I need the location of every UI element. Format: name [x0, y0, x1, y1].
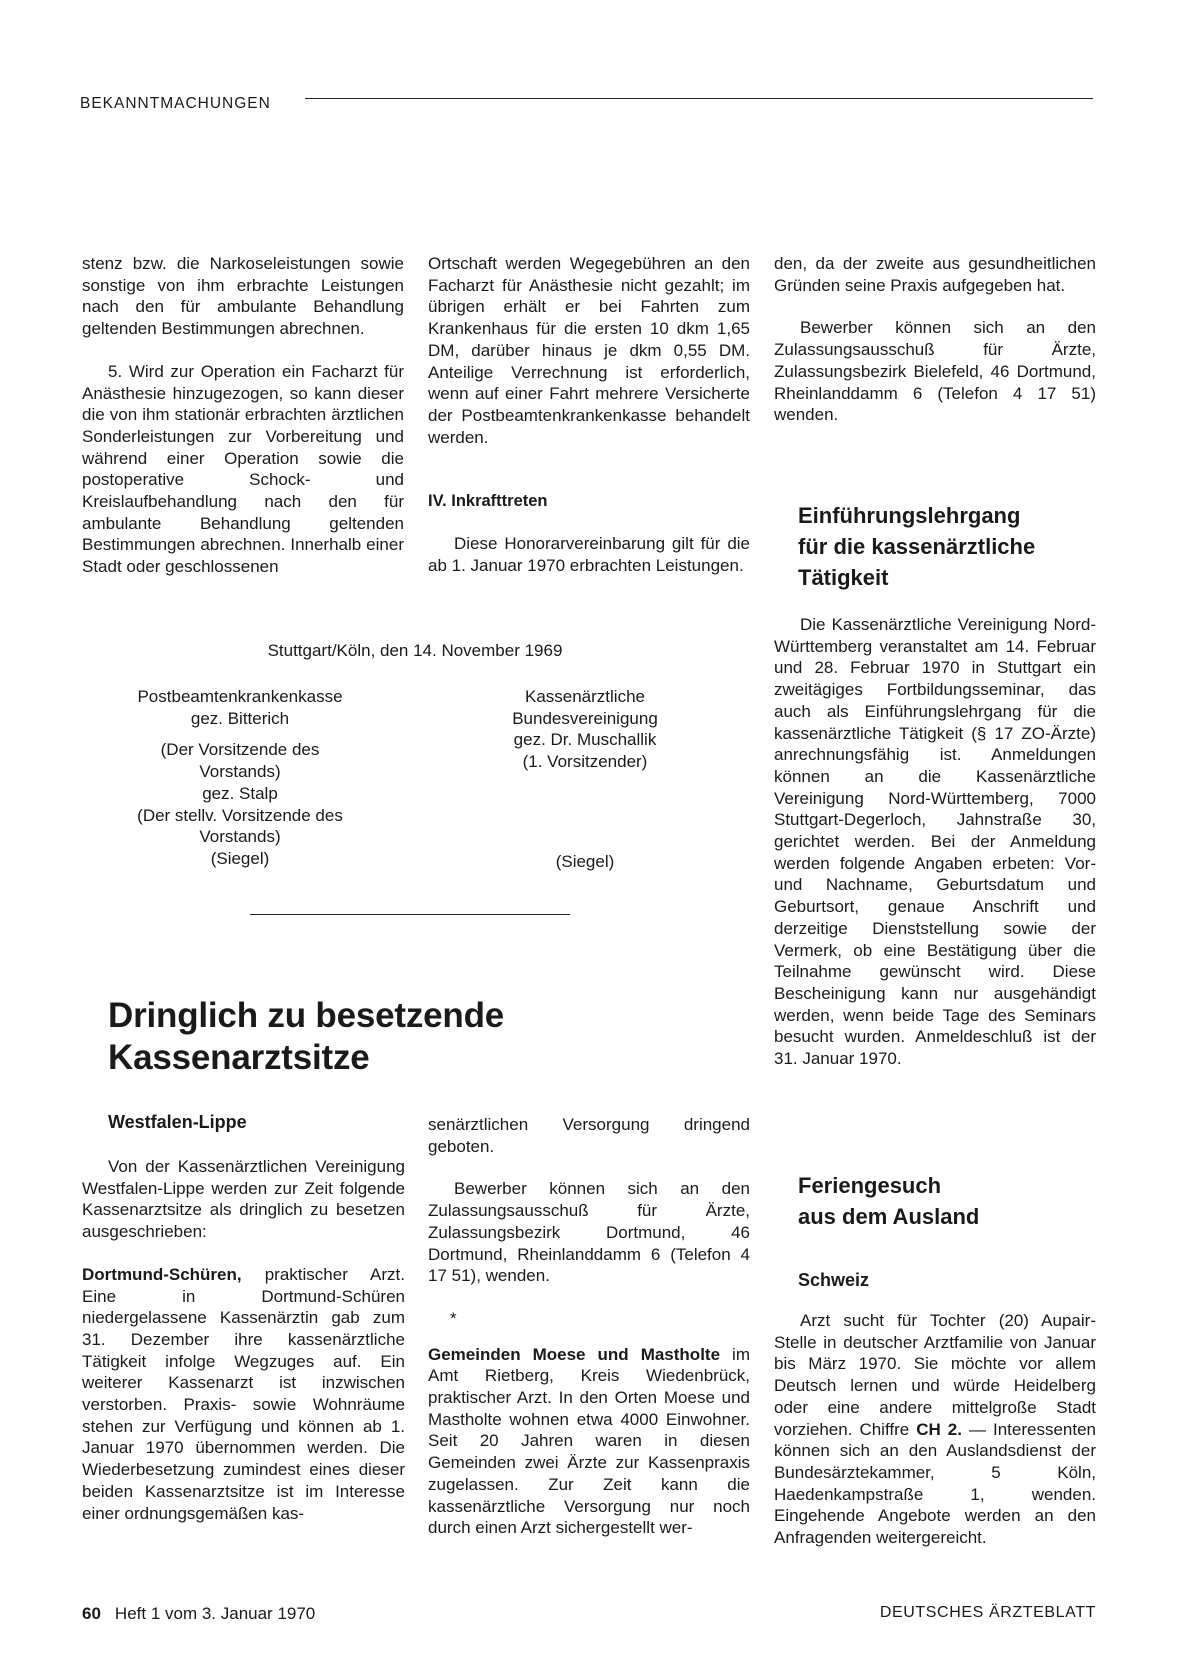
column-3-middle: [774, 614, 1096, 1070]
signature-right: Kassenärztliche Bundesvereinigung gez. Dr. Muschallik (1. Vorsitzender): [512, 687, 658, 772]
column-1-upper: [82, 253, 404, 578]
section-divider: [250, 914, 570, 915]
header-rule: [305, 98, 1093, 99]
paragraph: stenz bzw. die Narkoseleistungen sowie sonstige von ihm erbrachte Leistungen nach den für ambulante Behandlung geltenden Bestimmungen abrechnen.: [82, 254, 404, 339]
paragraph: Bewerber können sich an den Zulassungsausschuß für Ärzte, Zulassungsbezirk Dortmund, 46 Dortmund, Rheinlanddamm 6 (Telefon 4 17 51), wenden.: [428, 1179, 750, 1286]
main-title: Dringlich zu besetzende Kassenarztsitze: [108, 996, 505, 1077]
section-title-einfuehrungslehrgang: Einführungslehrgang für die kassenärztliche Tätigkeit: [798, 503, 1036, 590]
signature-left: Postbeamtenkrankenkasse gez. Bitterich (Der Vorsitzende des Vorstands) gez. Stalp (Der stellv. Vorsitzende des Vorstands) (Siegel): [137, 687, 343, 868]
asterisk-separator: *: [450, 1308, 457, 1328]
column-3-upper: [774, 253, 1096, 426]
paragraph: Von der Kassenärztlichen Vereinigung Westfalen-Lippe werden zur Zeit folgende Kassenarztsitze als dringlich zu besetzen ausgeschrieben:: [82, 1157, 405, 1242]
signature-date-line: Stuttgart/Köln, den 14. November 1969: [267, 641, 563, 660]
section-heading-inkrafttreten: IV. Inkrafttreten: [428, 492, 548, 511]
subheading-schweiz: Schweiz: [798, 1270, 870, 1290]
paragraph: Die Kassenärztliche Vereinigung Nord-Württemberg veranstaltet am 14. Februar und 28. Februar 1970 in Stuttgart ein zweitägiges Fortbildungsseminar, das auch als Einführungslehrgang für die kassenärztliche Tätigkeit (§ 17 ZO-Ärzte) anrechnungsfähig ist. Anmeldungen können an die Kassenärztliche Vereinigung Nord-Württemberg, 7000 Stuttgart-Degerloch, Jahnstraße 30, gerichtet werden. Bei der Anmeldung werden folgende Angaben erbeten: Vor- und Nachname, Geburtsdatum und Geburtsort, genaue Anschrift und derzeitige Dienststellung sowie der Vermerk, ob eine Bestätigung über die Teilnahme gewünscht wird. Diese Bescheinigung kann nur ausgehändigt werden, wenn beide Tage des Seminars besucht wurden. Anmeldeschluß ist der 31. Januar 1970.: [774, 615, 1096, 1069]
entry-dortmund-schueren: Dortmund-Schüren, praktischer Arzt. Eine in Dortmund-Schüren niedergelassene Kassenärztin gab zum 31. Dezember ihre kassenärztliche Tätigkeit infolge Wegzuges auf. Ein weiterer Kassenarzt ist inzwischen verstorben. Praxis- sowie Wohnräume stehen zur Verfügung und können ab 1. Januar 1970 übernommen werden. Die Wiederbesetzung zumindest eines dieser beiden Kassenarztsitze ist im Interesse einer ordnungsgemäßen kas-: [82, 1264, 405, 1523]
column-1-lower: [82, 1156, 405, 1524]
paragraph: Bewerber können sich an den Zulassungsausschuß für Ärzte, Zulassungsbezirk Bielefeld, 46 Dortmund, Rheinlanddamm 6 (Telefon 4 17 51) wenden.: [774, 318, 1096, 425]
page-number: 60: [82, 1604, 101, 1623]
paragraph: Ortschaft werden Wegegebühren an den Facharzt für Anästhesie nicht gezahlt; im übrigen erhält er bei Fahrten zum Krankenhaus für die ersten 10 dkm 1,65 DM, darüber hinaus je dkm 0,55 DM. Anteilige Verrechnung ist erforderlich, wenn auf einer Fahrt mehrere Versicherte der Postbeamtenkrankenkasse behandelt werden.: [428, 254, 750, 447]
paragraph: Arzt sucht für Tochter (20) Aupair-Stelle in deutscher Arztfamilie von Januar bis März 1970. Sie möchte vor allem Deutsch lernen und würde Heidelberg oder eine andere mittelgroße Stadt vorziehen. Chiffre CH 2. — Interessenten können sich an den Auslandsdienst der Bundesärztekammer, 5 Köln, Haedenkampstraße 1, wenden. Eingehende Angebote werden an den Anfragenden weitergereicht.: [774, 1311, 1096, 1548]
paragraph: senärztlichen Versorgung dringend geboten.: [428, 1115, 750, 1156]
paragraph: den, da der zweite aus gesundheitlichen Gründen seine Praxis aufgegeben hat.: [774, 254, 1096, 295]
paragraph: Diese Honorarvereinbarung gilt für die ab 1. Januar 1970 erbrachten Leistungen.: [428, 534, 750, 575]
column-3-lower: [774, 1310, 1096, 1549]
issue-info: Heft 1 vom 3. Januar 1970: [114, 1604, 316, 1623]
section-header: BEKANNTMACHUNGEN: [80, 95, 271, 112]
column-2-lower: [428, 1114, 750, 1539]
signature-right-seal: (Siegel): [555, 852, 615, 871]
footer-left: [82, 1604, 315, 1624]
paragraph: 5. Wird zur Operation ein Facharzt für Anästhesie hinzugezogen, so kann dieser die von ihm stationär erbrachten ärztlichen Sonderleistungen zur Vorbereitung und während einer Operation sowie die postoperative Schock- und Kreislaufbehandlung nach den für ambulante Behandlung geltenden Bestimmungen abrechnen. Innerhalb einer Stadt oder geschlossenen: [82, 361, 404, 577]
footer-journal: DEUTSCHES ÄRZTEBLATT: [879, 1604, 1096, 1621]
section-title-feriengesuch: Feriengesuch aus dem Ausland: [798, 1173, 980, 1229]
column-2-upper: [428, 253, 750, 576]
subheading-westfalen-lippe: Westfalen-Lippe: [108, 1112, 247, 1132]
entry-moese-mastholte: Gemeinden Moese und Mastholte im Amt Rietberg, Kreis Wiedenbrück, praktischer Arzt. In den Orten Moese und Mastholte wohnen etwa 4000 Einwohner. Seit 20 Jahren waren in diesen Gemeinden zwei Ärzte zur Kassenpraxis zugelassen. Zur Zeit kann die kassenärztliche Versorgung nur noch durch einen Arzt sichergestellt wer-: [428, 1344, 750, 1538]
